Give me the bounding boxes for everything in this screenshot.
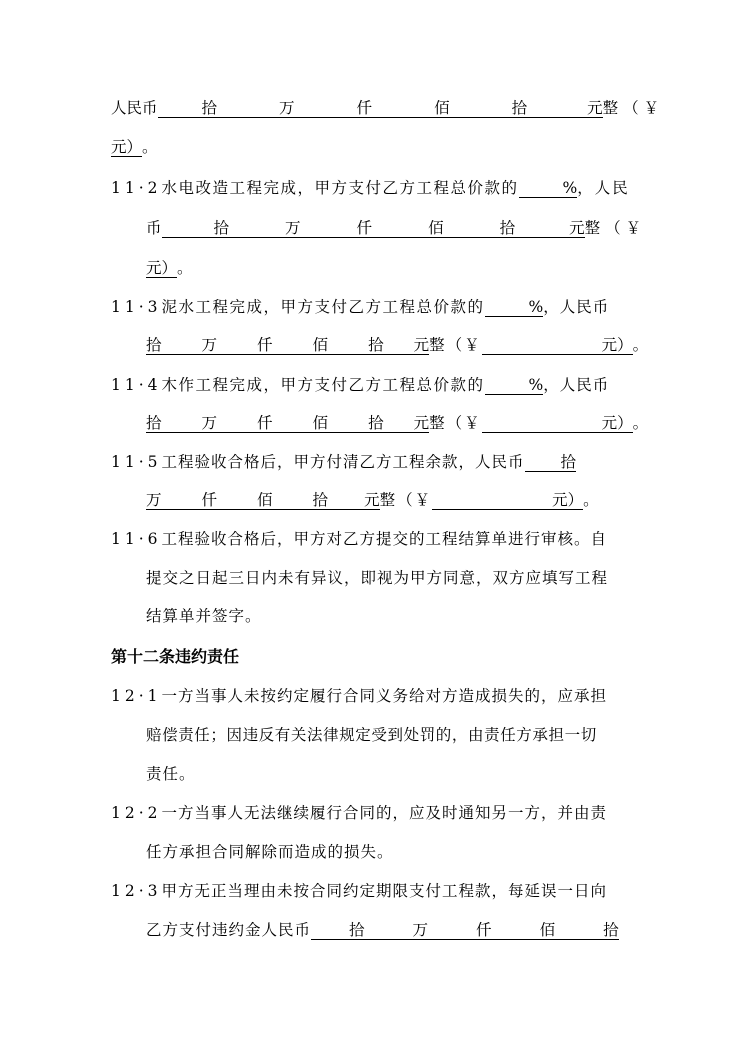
clause-text: 结算单并签字。 — [146, 607, 262, 625]
amount-blank[interactable] — [162, 219, 585, 238]
clause-12-2-cont1 — [146, 842, 394, 862]
unit-wan: 万 — [412, 921, 429, 939]
currency-label: 币 — [146, 219, 162, 237]
unit-bai: 佰 — [312, 336, 329, 354]
clause-11-6-cont2 — [146, 606, 262, 626]
mid-text: 整（￥ — [429, 336, 482, 354]
clause-text: 工程验收合格后，甲方对乙方提交的工程结算单进行审核。自 — [161, 530, 608, 548]
suffix-text: 整（￥ — [602, 99, 665, 117]
unit-qian: 仟 — [356, 99, 373, 117]
yen-blank[interactable] — [432, 491, 583, 510]
clause-text: 任方承担合同解除而造成的损失。 — [146, 843, 394, 861]
clause-text: 一方当事人无法继续履行合同的，应及时通知另一方，并由责 — [161, 804, 608, 822]
yen-blank[interactable] — [482, 336, 633, 355]
yuan-close: 元） — [601, 414, 633, 432]
clause-text: 一方当事人未按约定履行合同义务给对方造成损失的，应承担 — [161, 687, 608, 705]
unit-qian: 仟 — [257, 336, 273, 354]
unit-wan: 万 — [201, 336, 218, 354]
unit-qian: 仟 — [476, 921, 492, 939]
unit-bai: 佰 — [428, 219, 444, 237]
amount-blank-start[interactable] — [525, 453, 577, 472]
unit-bai: 佰 — [434, 99, 450, 117]
yuan-close: 元） — [552, 491, 584, 509]
yen-blank[interactable] — [482, 414, 633, 433]
percent-sign: % — [562, 179, 578, 197]
period: 。 — [632, 414, 649, 432]
suffix-text: 整（￥ — [584, 219, 647, 237]
period: 。 — [142, 138, 158, 156]
clause-tail: ，人民币 — [543, 298, 610, 316]
clause-11-3-amount-line — [146, 335, 648, 355]
unit-qian: 仟 — [356, 219, 373, 237]
unit-shi: 拾 — [368, 336, 384, 354]
clause-12-1-cont1 — [146, 725, 597, 745]
unit-bai: 佰 — [312, 414, 329, 432]
unit-yuan: 元 — [587, 99, 603, 117]
clause-11-2-amount-line — [146, 218, 646, 238]
percent-sign: % — [528, 376, 544, 394]
clause-text: 甲方无正当理由未按合同约定期限支付工程款，每延误一日向 — [161, 882, 608, 900]
clause-text: 水电改造工程完成，甲方支付乙方工程总价款的 — [161, 179, 519, 197]
clause-12-2 — [111, 803, 607, 823]
clause-number: 11·4 — [111, 376, 162, 394]
clause-number: 11·3 — [111, 298, 162, 316]
unit-yuan: 元 — [569, 219, 585, 237]
clause-number: 12·3 — [111, 882, 162, 900]
clause-text: 工程验收合格后，甲方付清乙方工程余款，人民币 — [161, 453, 525, 471]
clause-text: 责任。 — [146, 765, 196, 783]
amount-blank[interactable] — [146, 336, 429, 355]
clause-number: 11·5 — [111, 453, 162, 471]
amount-blank[interactable] — [146, 414, 429, 433]
clause-tail: ，人民 — [577, 179, 630, 197]
unit-qian: 仟 — [201, 491, 218, 509]
unit-shi: 拾 — [312, 491, 329, 509]
clause-12-1-cont2 — [146, 764, 196, 784]
unit-shi: 拾 — [560, 453, 577, 471]
clause-12-3 — [111, 881, 607, 901]
period: 。 — [632, 336, 649, 354]
unit-shi: 拾 — [146, 414, 162, 432]
clause-11-5 — [111, 452, 576, 472]
yuan-close: 元） — [601, 336, 633, 354]
clause-number: 12·2 — [111, 804, 162, 822]
clause-number: 12·1 — [111, 687, 162, 705]
amount-blank[interactable] — [158, 99, 603, 118]
yuan-blank[interactable]: 元） — [111, 138, 143, 156]
period: 。 — [583, 491, 599, 509]
yuan-blank[interactable]: 元） — [146, 259, 178, 277]
clause-11-2 — [111, 178, 630, 198]
clause-11-3 — [111, 297, 609, 317]
percent-blank[interactable] — [519, 179, 578, 198]
percent-blank[interactable] — [485, 298, 544, 317]
clause-text: 提交之日起三日内未有异议，即视为甲方同意，双方应填写工程 — [146, 569, 609, 587]
amount-blank[interactable] — [146, 491, 380, 510]
unit-qian: 仟 — [257, 414, 273, 432]
clause-number: 11·2 — [111, 179, 162, 197]
clause-11-1-amount-line — [111, 98, 664, 118]
clause-text: 木作工程完成，甲方支付乙方工程总价款的 — [161, 376, 485, 394]
clause-11-6 — [111, 529, 607, 549]
unit-shi: 拾 — [368, 414, 384, 432]
percent-sign: % — [528, 298, 544, 316]
unit-wan: 万 — [285, 219, 301, 237]
period: 。 — [177, 259, 193, 277]
unit-bai: 佰 — [539, 921, 556, 939]
article-12-heading: 第十二条违约责任 — [111, 647, 240, 666]
unit-yuan: 元 — [364, 491, 380, 509]
percent-blank[interactable] — [485, 376, 544, 395]
unit-shi: 拾 — [603, 921, 619, 939]
clause-text: 泥水工程完成，甲方支付乙方工程总价款的 — [161, 298, 485, 316]
unit-shi: 拾 — [201, 99, 218, 117]
unit-wan: 万 — [201, 414, 218, 432]
unit-yuan: 元 — [413, 414, 430, 432]
clause-text: 赔偿责任；因违反有关法律规定受到处罚的，由责任方承担一切 — [146, 726, 597, 744]
unit-shi: 拾 — [499, 219, 516, 237]
clause-11-6-cont1 — [146, 568, 608, 588]
clause-12-3-cont1 — [146, 920, 619, 940]
clause-number: 11·6 — [111, 530, 162, 548]
mid-text: 整（￥ — [379, 491, 433, 509]
clause-11-2-amount-end — [146, 258, 193, 278]
clause-11-4 — [111, 375, 609, 395]
amount-blank[interactable] — [311, 921, 619, 940]
clause-11-4-amount-line — [146, 413, 648, 433]
clause-tail: ，人民币 — [543, 376, 610, 394]
unit-wan: 万 — [279, 99, 295, 117]
unit-shi: 拾 — [349, 921, 365, 939]
clause-11-1-amount-end — [111, 137, 158, 157]
unit-yuan: 元 — [413, 336, 430, 354]
currency-label: 人民币 — [111, 99, 158, 117]
unit-wan: 万 — [146, 491, 162, 509]
clause-12-1 — [111, 686, 607, 706]
mid-text: 整（￥ — [429, 414, 482, 432]
unit-shi: 拾 — [213, 219, 230, 237]
unit-shi: 拾 — [146, 336, 162, 354]
clause-11-5-amount-line — [146, 490, 599, 510]
unit-bai: 佰 — [257, 491, 273, 509]
unit-shi: 拾 — [511, 99, 528, 117]
clause-text: 乙方支付违约金人民币 — [146, 921, 312, 939]
